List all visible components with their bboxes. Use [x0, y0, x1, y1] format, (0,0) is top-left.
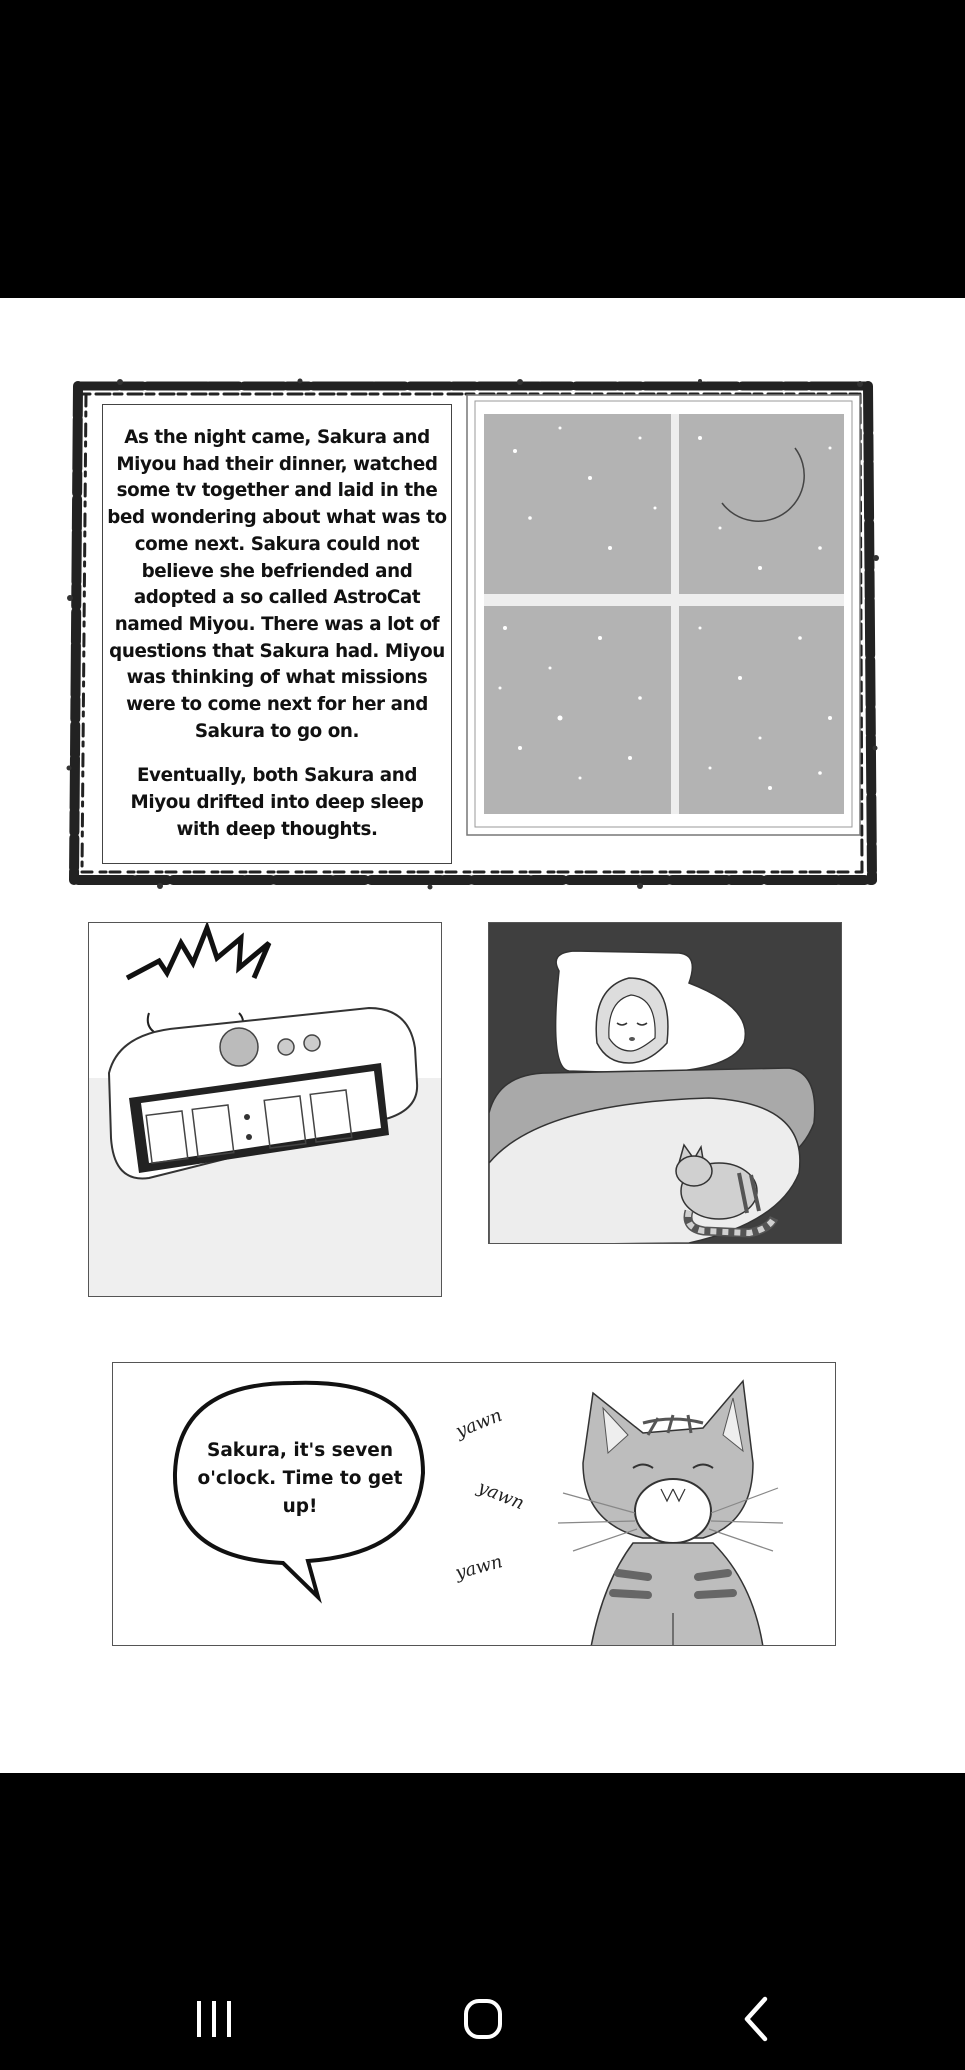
- top-black-area: [0, 0, 965, 298]
- sound-effect-yawn-3: yawn: [453, 1551, 505, 1584]
- narration-text-1: As the night came, Sakura and Miyou had their dinner, watched some tv together and laid in the bed wondering about what was to come next. Sakura could not believe she befriended and adopted a so called AstroCat named Miyou. There was a lot of questions that Sakura had. Miyou was thinking of what missions were to come next for her and Sakura to go on.: [107, 427, 447, 742]
- home-button[interactable]: [423, 1773, 543, 2070]
- recents-icon: [154, 1773, 274, 2070]
- sound-effect-yawn-2: yawn: [474, 1476, 528, 1515]
- night-window-illustration: [0, 298, 965, 938]
- sound-effect-yawn-1: yawn: [452, 1404, 506, 1443]
- recents-button[interactable]: [154, 1773, 274, 2070]
- comic-page[interactable]: [0, 298, 965, 1773]
- back-icon: [695, 1773, 815, 2070]
- sleeping-illustration: [489, 923, 842, 1244]
- sleeping-panel: [488, 922, 842, 1244]
- yawning-cat-illustration: [113, 1363, 836, 1646]
- home-icon: [423, 1773, 543, 2070]
- narration-text-2: Eventually, both Sakura and Miyou drifted into deep sleep with deep thoughts.: [130, 765, 424, 840]
- back-button[interactable]: [695, 1773, 815, 2070]
- navigation-bar: [0, 1773, 965, 2070]
- alarm-clock-illustration: [89, 923, 442, 1297]
- yawning-cat-panel: [112, 1362, 836, 1646]
- speech-bubble-text: Sakura, it's seven o'clock. Time to get up!: [197, 1440, 403, 1517]
- alarm-clock-panel: [88, 922, 442, 1297]
